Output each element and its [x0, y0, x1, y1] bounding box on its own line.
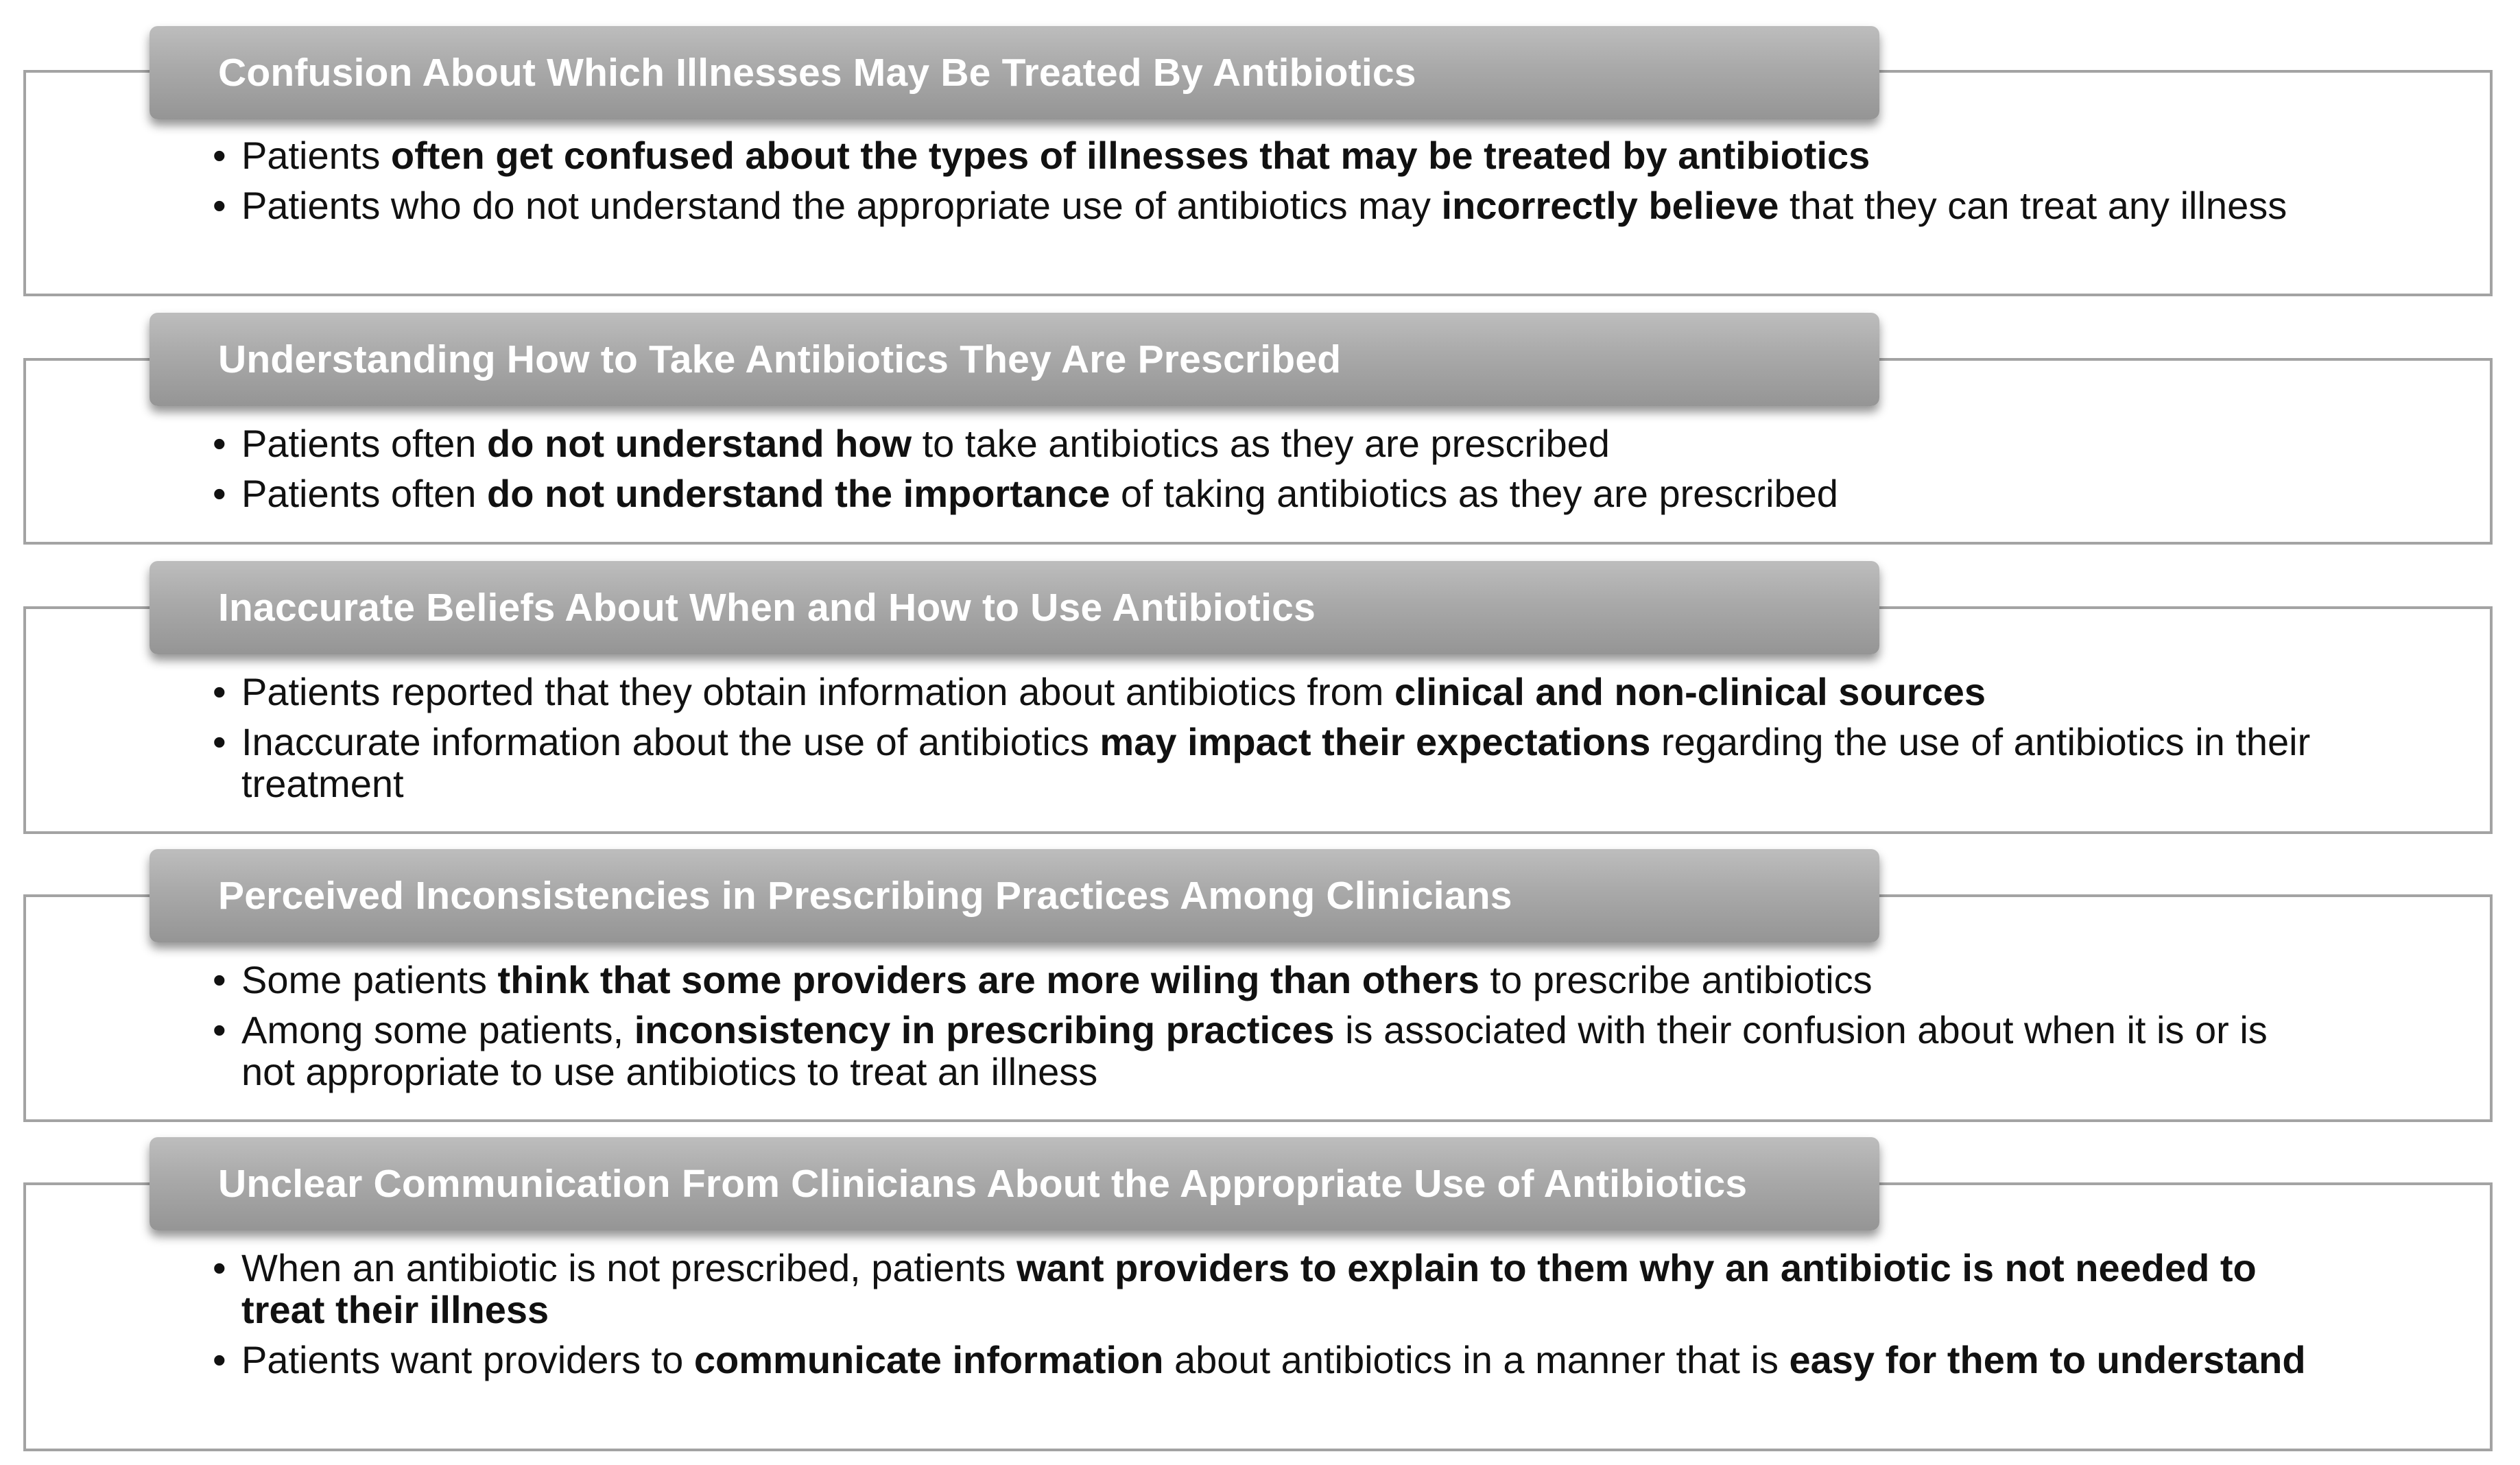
bullet-text: Patients often — [241, 422, 488, 465]
bullet-text: Patients who do not understand the appropriate use of antibiotics may — [241, 184, 1442, 227]
bullet-text: Some patients — [241, 958, 498, 1001]
section-4-title: Perceived Inconsistencies in Prescribing Practices Among Clinicians — [218, 874, 1512, 918]
bullet-bold-text: may impact their expectations — [1099, 720, 1651, 763]
bullet-dot-icon: • — [213, 1008, 226, 1051]
section-1-header — [150, 26, 1879, 119]
bullet-bold-text: incorrectly believe — [1441, 184, 1779, 227]
section-5-header — [150, 1137, 1879, 1230]
bullet-bold-text: often get confused about the types of illnesses that may be treated by antibiotics — [390, 134, 1870, 177]
bullet-dot-icon: • — [213, 422, 226, 465]
bullet-dot-icon: • — [213, 184, 226, 227]
section-1-title: Confusion About Which Illnesses May Be Treated By Antibiotics — [218, 51, 1416, 95]
bullet-bold-text: clinical and non-clinical sources — [1394, 670, 1986, 713]
bullet-text: to prescribe antibiotics — [1479, 958, 1873, 1001]
bullet-dot-icon: • — [213, 1246, 226, 1289]
section-5-bullet-1 — [213, 1247, 2325, 1331]
bullet-text: Among some patients, — [241, 1008, 634, 1051]
bullet-dot-icon: • — [213, 472, 226, 515]
section-3-header — [150, 561, 1879, 654]
bullet-dot-icon: • — [213, 958, 226, 1001]
section-4-bullet-list — [213, 959, 2325, 1101]
section-1-bullet-list — [213, 134, 2325, 235]
bullet-bold-text: easy for them to understand — [1789, 1338, 2306, 1381]
section-2-bullet-1 — [213, 422, 2325, 464]
bullet-dot-icon: • — [213, 1338, 226, 1381]
section-2-title: Understanding How to Take Antibiotics They Are Prescribed — [218, 337, 1342, 381]
section-5-bullet-list — [213, 1247, 2325, 1389]
section-4-bullet-1 — [213, 959, 2325, 1001]
bullet-bold-text: inconsistency in prescribing practices — [634, 1008, 1335, 1051]
bullet-text: to take antibiotics as they are prescribed — [912, 422, 1610, 465]
bullet-text: Patients want providers to — [241, 1338, 694, 1381]
bullet-text: of taking antibiotics as they are prescribed — [1110, 472, 1838, 515]
bullet-bold-text: do not understand how — [487, 422, 912, 465]
section-3-bullet-1 — [213, 671, 2325, 713]
bullet-text: about antibiotics in a manner that is — [1163, 1338, 1790, 1381]
section-3-title: Inaccurate Beliefs About When and How to Use Antibiotics — [218, 586, 1316, 630]
section-1-bullet-1 — [213, 134, 2325, 176]
bullet-text: When an antibiotic is not prescribed, patients — [241, 1246, 1017, 1289]
section-5-title: Unclear Communication From Clinicians About the Appropriate Use of Antibiotics — [218, 1162, 1748, 1206]
bullet-text: is associated with their confusion about when it is or is not appropriate to use antibiotics to treat an illness — [241, 1008, 2268, 1093]
bullet-bold-text: communicate information — [693, 1338, 1164, 1381]
bullet-bold-text: think that some providers are more wiling than others — [497, 958, 1479, 1001]
section-2-header — [150, 313, 1879, 406]
bullet-text: Patients reported that they obtain information about antibiotics from — [241, 670, 1394, 713]
section-2-bullet-list — [213, 422, 2325, 523]
bullet-dot-icon: • — [213, 134, 226, 177]
bullet-text: that they can treat any illness — [1779, 184, 2287, 227]
bullet-text: Patients often — [241, 472, 488, 515]
section-1-bullet-2 — [213, 184, 2325, 226]
bullet-bold-text: do not understand the importance — [487, 472, 1110, 515]
bullet-dot-icon: • — [213, 670, 226, 713]
bullet-dot-icon: • — [213, 720, 226, 763]
bullet-bold-text: want providers to explain to them why an antibiotic is not needed to treat their illness — [241, 1246, 2257, 1331]
section-3-bullet-list — [213, 671, 2325, 813]
bullet-text: regarding the use of antibiotics in their treatment — [241, 720, 2311, 805]
section-3-bullet-2 — [213, 721, 2325, 805]
bullet-text: Inaccurate information about the use of antibiotics — [241, 720, 1100, 763]
bullet-text: Patients — [241, 134, 391, 177]
section-4-header — [150, 849, 1879, 942]
section-2-bullet-2 — [213, 473, 2325, 514]
section-4-bullet-2 — [213, 1009, 2325, 1093]
section-5-bullet-2 — [213, 1339, 2325, 1381]
